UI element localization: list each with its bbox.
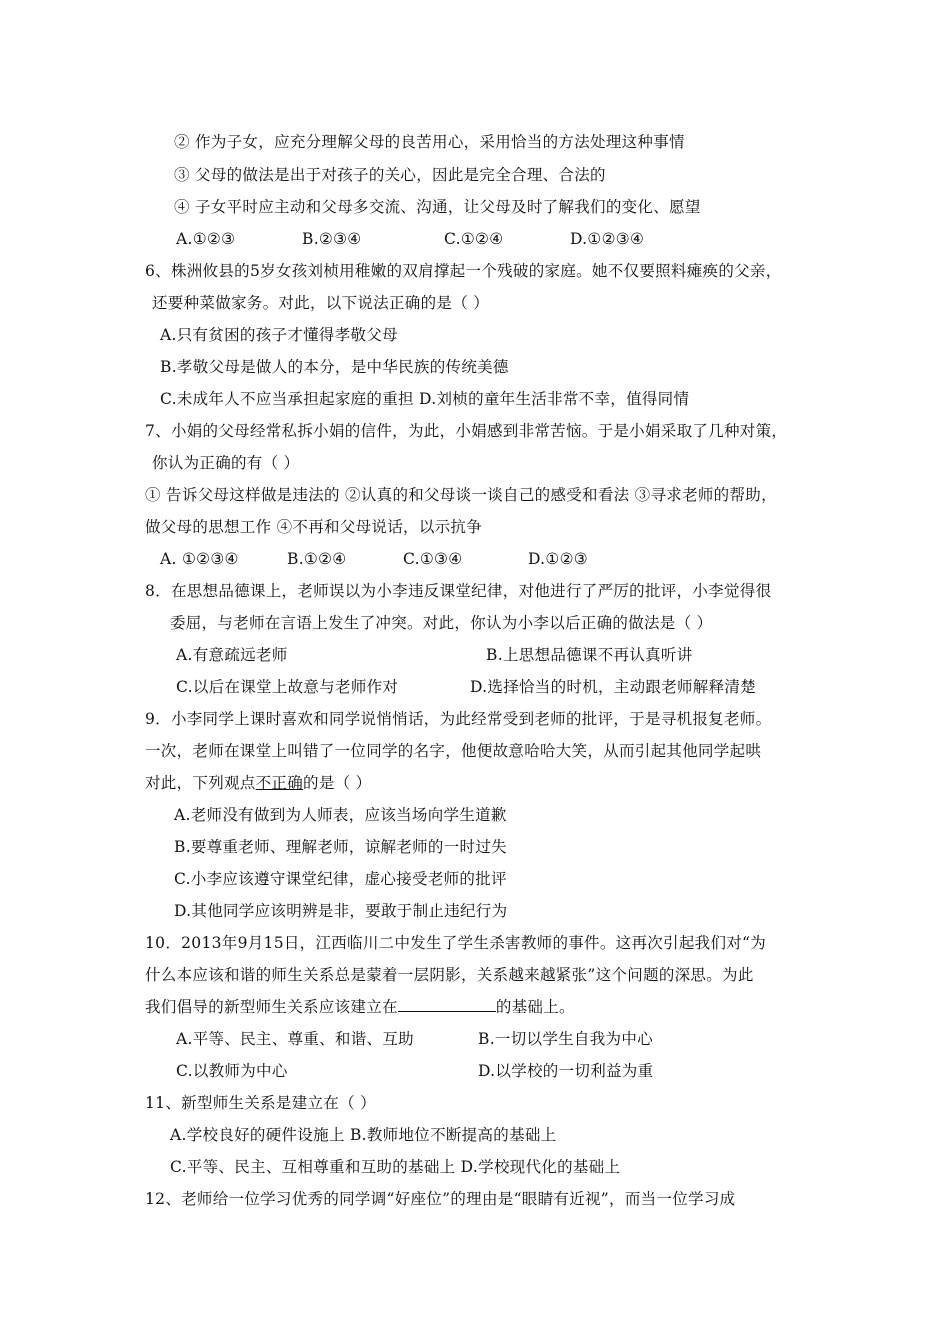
q8-option-d: D.选择恰当的时机，主动跟老师解释清楚 <box>470 678 757 696</box>
q10-stem-line2: 什么本应该和谐的师生关系总是蒙着一层阴影，关系越来越紧张”这个问题的深思。为此 <box>145 966 754 984</box>
q5-option-c: C.①②④ <box>444 230 504 248</box>
q8-option-b: B.上思想品德课不再认真听讲 <box>486 646 693 664</box>
q9-option-a: A.老师没有做到为人师表，应该当场向学生道歉 <box>174 806 507 824</box>
q5-item-3: ③ 父母的做法是出于对孩子的关心，因此是完全合理、合法的 <box>174 166 606 184</box>
q11-option-cd: C.平等、民主、互相尊重和互助的基础上 D.学校现代化的基础上 <box>170 1158 621 1176</box>
q9-emphasis-not-correct: 不正确 <box>255 774 304 792</box>
q10-stem-text: 我们倡导的新型师生关系应该建立在 <box>145 998 398 1016</box>
q9-stem-line3 <box>145 772 371 794</box>
q7-stem-line2: 你认为正确的有（ ） <box>152 454 300 472</box>
q10-option-b: B.一切以学生自我为中心 <box>478 1030 653 1048</box>
q5-option-b: B.②③④ <box>302 230 362 248</box>
q7-option-a: A. ①②③④ <box>160 550 239 568</box>
q11-stem: 11、新型师生关系是建立在（ ） <box>145 1094 376 1112</box>
q10-option-c: C.以教师为中心 <box>176 1062 288 1080</box>
q9-option-d: D.其他同学应该明辨是非，要敢于制止违纪行为 <box>174 902 508 920</box>
q9-option-b: B.要尊重老师、理解老师，谅解老师的一时过失 <box>174 838 507 856</box>
q10-option-d: D.以学校的一切利益为重 <box>478 1062 654 1080</box>
q12-stem-line1: 12、老师给一位学习优秀的同学调“好座位”的理由是“眼睛有近视”，而当一位学习成 <box>145 1190 736 1208</box>
q7-option-b: B.①②④ <box>287 550 347 568</box>
q9-stem-text: 对此，下列观点 <box>145 774 256 792</box>
q7-items-line2: 做父母的思想工作 ④不再和父母说话，以示抗争 <box>145 518 483 536</box>
q7-stem-line1: 7、小娟的父母经常私拆小娟的信件，为此，小娟感到非常苦恼。于是小娟采取了几种对策， <box>145 422 788 440</box>
q11-option-ab: A.学校良好的硬件设施上 B.教师地位不断提高的基础上 <box>170 1126 557 1144</box>
q6-option-cd: C.未成年人不应当承担起家庭的重担 D.刘桢的童年生活非常不幸，值得同情 <box>160 390 690 408</box>
q10-stem-end: 的基础上。 <box>495 998 575 1016</box>
q9-stem-end: 的是（ ） <box>303 774 372 792</box>
q7-option-c: C.①③④ <box>403 550 463 568</box>
q10-option-a: A.平等、民主、尊重、和谐、互助 <box>176 1030 414 1048</box>
q8-option-c: C.以后在课堂上故意与老师作对 <box>176 678 399 696</box>
q10-stem-line1: 10．2013年9月15日，江西临川二中发生了学生杀害教师的事件。这再次引起我们对“为 <box>145 934 767 952</box>
q5-item-4: ④ 子女平时应主动和父母多交流、沟通，让父母及时了解我们的变化、愿望 <box>174 198 701 216</box>
q5-option-d: D.①②③④ <box>570 230 645 248</box>
q8-stem-line2: 委屈，与老师在言语上发生了冲突。对此，你认为小李以后正确的做法是（ ） <box>170 614 713 632</box>
q9-stem-line2: 一次，老师在课堂上叫错了一位同学的名字，他便故意哈哈大笑，从而引起其他同学起哄 <box>145 742 762 760</box>
q6-stem-line1: 6、株洲攸县的5岁女孩刘桢用稚嫩的双肩撑起一个残破的家庭。她不仅要照料瘫痪的父亲， <box>145 262 782 280</box>
q10-answer-blank <box>398 997 496 1012</box>
q6-option-b: B.孝敬父母是做人的本分，是中华民族的传统美德 <box>160 358 509 376</box>
q7-items-line1: ① 告诉父母这样做是违法的 ②认真的和父母谈一谈自己的感受和看法 ③寻求老师的帮助， <box>145 486 777 504</box>
q5-item-2: ② 作为子女，应充分理解父母的良苦用心，采用恰当的方法处理这种事情 <box>174 133 685 151</box>
q10-stem-line3 <box>145 996 575 1018</box>
q6-option-a: A.只有贫困的孩子才懂得孝敬父母 <box>160 326 398 344</box>
q6-stem-line2: 还要种菜做家务。对此，以下说法正确的是（ ） <box>152 294 490 312</box>
q9-option-c: C.小李应该遵守课堂纪律，虚心接受老师的批评 <box>174 870 507 888</box>
q5-option-a: A.①②③ <box>176 230 236 248</box>
q8-stem-line1: 8．在思想品德课上，老师误以为小李违反课堂纪律，对他进行了严厉的批评，小李觉得很 <box>145 582 772 600</box>
q8-option-a: A.有意疏远老师 <box>176 646 288 664</box>
q7-option-d: D.①②③ <box>528 550 588 568</box>
q9-stem-line1: 9．小李同学上课时喜欢和同学说悄悄话，为此经常受到老师的批评，于是寻机报复老师。 <box>145 710 772 728</box>
